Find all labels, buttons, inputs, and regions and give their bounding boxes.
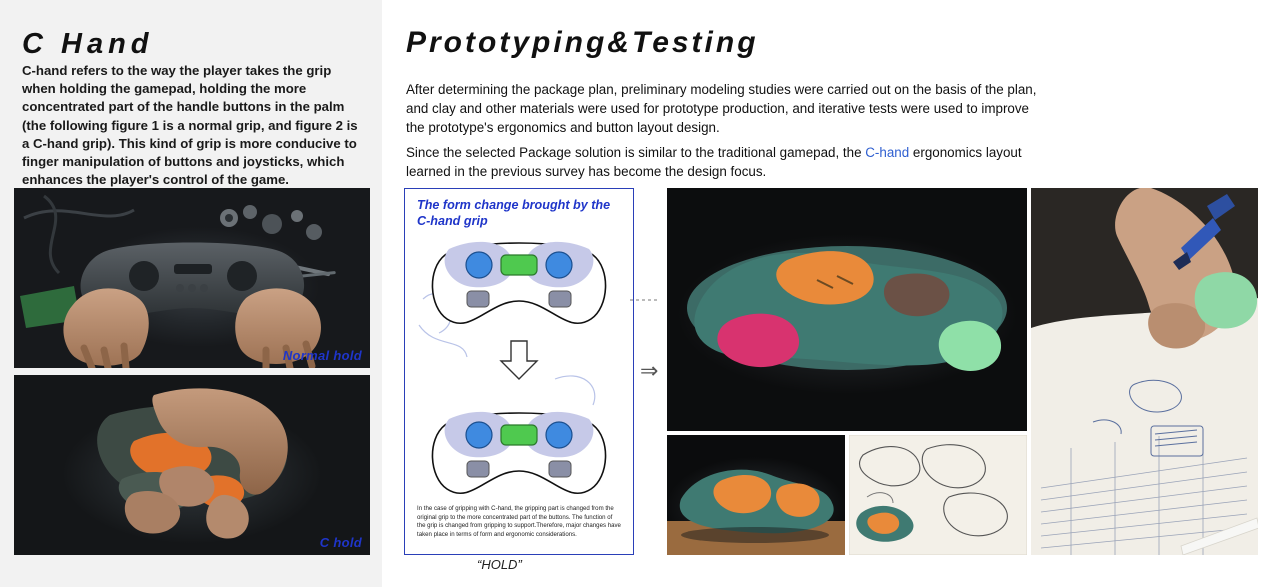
paragraph-2-post: ergonomics layout learned in the previous survey has become the design focus. — [406, 145, 1022, 180]
clay-model-illustration — [667, 188, 1027, 431]
normal-hold-illustration — [14, 188, 370, 368]
c-hold-illustration — [14, 375, 370, 555]
photo-c-hold — [14, 375, 370, 555]
photo-clay-model-detail — [667, 435, 845, 555]
caption-c-hold: C hold — [319, 535, 362, 550]
sketch-card-form-change — [404, 188, 634, 572]
photo-normal-hold — [14, 188, 370, 368]
gamepad-grip-diagram — [405, 229, 633, 529]
paragraph-2-pre: Since the selected Package solution is similar to the traditional gamepad, the — [406, 145, 866, 160]
sketchbook-illustration — [849, 435, 1027, 555]
designer-drawing-illustration — [1031, 188, 1258, 555]
sketch-card-title: The form change brought by the C-hand grip — [417, 198, 611, 229]
sketch-card-note: In the case of gripping with C-hand, the gripping part is changed from the original grip to the more concentrated part of the buttons. The function of the grip is changed from gripping to support.Therefore, major changes have taken place in terms of form and ergonomic considerations. — [417, 504, 621, 539]
right-panel — [382, 0, 1280, 587]
paragraph-prototyping: After determining the package plan, preliminary modeling studies were carried out on the basis of the plan, and clay and other materials were used for prototype production, and iterative tests were used to improve the prototype's ergonomics and button layout design. — [406, 82, 1037, 136]
caption-normal-hold: Normal hold — [282, 348, 362, 363]
clay-model-detail-illustration — [667, 435, 845, 555]
arrow-sketch-to-photo: ⇒ — [640, 358, 659, 383]
section-title-prototyping-testing: Prototyping&Testing — [406, 26, 759, 59]
left-panel — [0, 0, 382, 587]
c-hand-description: C-hand refers to the way the player takes the grip when holding the gamepad, holding the more concentrated part of the handle buttons in the palm (the following figure 1 is a normal grip, and figure 2 is a C-hand grip). This kind of grip is more conducive to finger manipulation of buttons and joysticks, which enhances the player's control of the game. — [22, 63, 358, 188]
photo-concept-sketchbook — [849, 435, 1027, 555]
page-title-c-hand: C Hand — [22, 28, 154, 60]
photo-clay-model-main — [667, 188, 1027, 431]
photo-designer-drawing — [1031, 188, 1258, 555]
hold-label: “HOLD” — [477, 557, 522, 572]
arrow-small-connector — [630, 294, 666, 306]
paragraph-c-hand-focus — [406, 143, 1050, 181]
c-hand-highlight: C-hand — [865, 145, 910, 160]
